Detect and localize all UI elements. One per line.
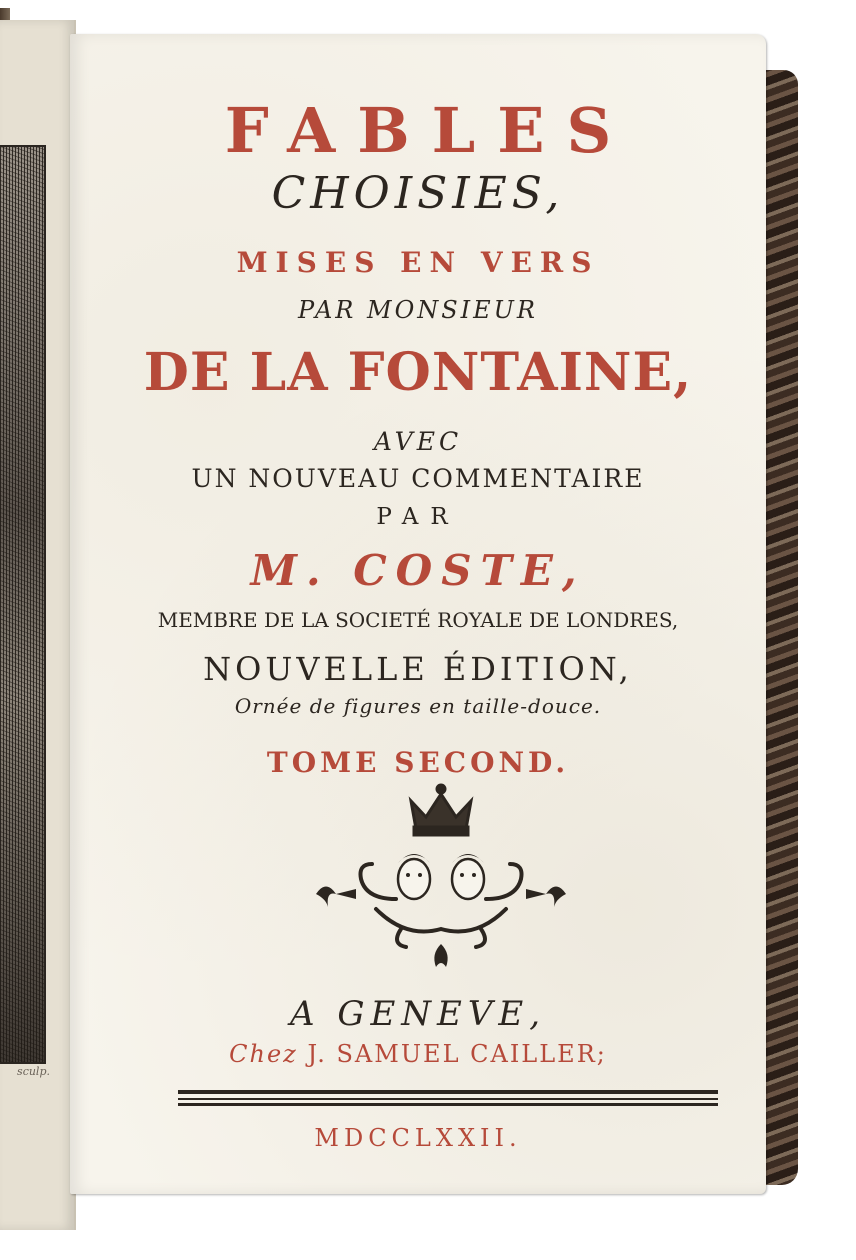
double-rule-bottom	[178, 1103, 718, 1106]
frontispiece-engraving	[0, 145, 46, 1064]
imprint-date: MDCCLXXII.	[314, 1124, 522, 1152]
double-rule-middle	[178, 1098, 718, 1100]
edition-note: Ornée de figures en taille-douce.	[234, 694, 602, 718]
engraver-credit: sculp.	[17, 1065, 50, 1078]
double-rule-top	[178, 1090, 718, 1094]
par-monsieur: PAR MONSIEUR	[298, 296, 538, 324]
publisher-prefix: Chez	[229, 1040, 298, 1068]
par-line: PAR	[376, 504, 460, 530]
volume-line: TOME SECOND.	[266, 746, 570, 779]
edition-line: NOUVELLE ÉDITION,	[203, 650, 633, 688]
subtitle-mises-en-vers: MISES EN VERS	[236, 246, 600, 279]
title-fables: FABLES	[224, 94, 634, 167]
place-line: A GENEVE,	[289, 994, 547, 1034]
avec-line: AVEC	[373, 427, 463, 456]
crown-ornament-icon	[306, 779, 576, 974]
commentator-name: M. COSTE,	[250, 546, 586, 595]
title-page	[70, 34, 766, 1194]
publisher-name: J. SAMUEL CAILLER;	[307, 1040, 607, 1068]
publisher-line	[70, 1040, 766, 1068]
frontispiece-page	[0, 20, 76, 1230]
commentator-title: MEMBRE DE LA SOCIETÉ ROYALE DE LONDRES,	[157, 608, 679, 632]
commentary-line: UN NOUVEAU COMMENTAIRE	[191, 464, 645, 493]
author-name: DE LA FONTAINE,	[143, 342, 693, 403]
title-choisies: CHOISIES,	[271, 168, 565, 219]
